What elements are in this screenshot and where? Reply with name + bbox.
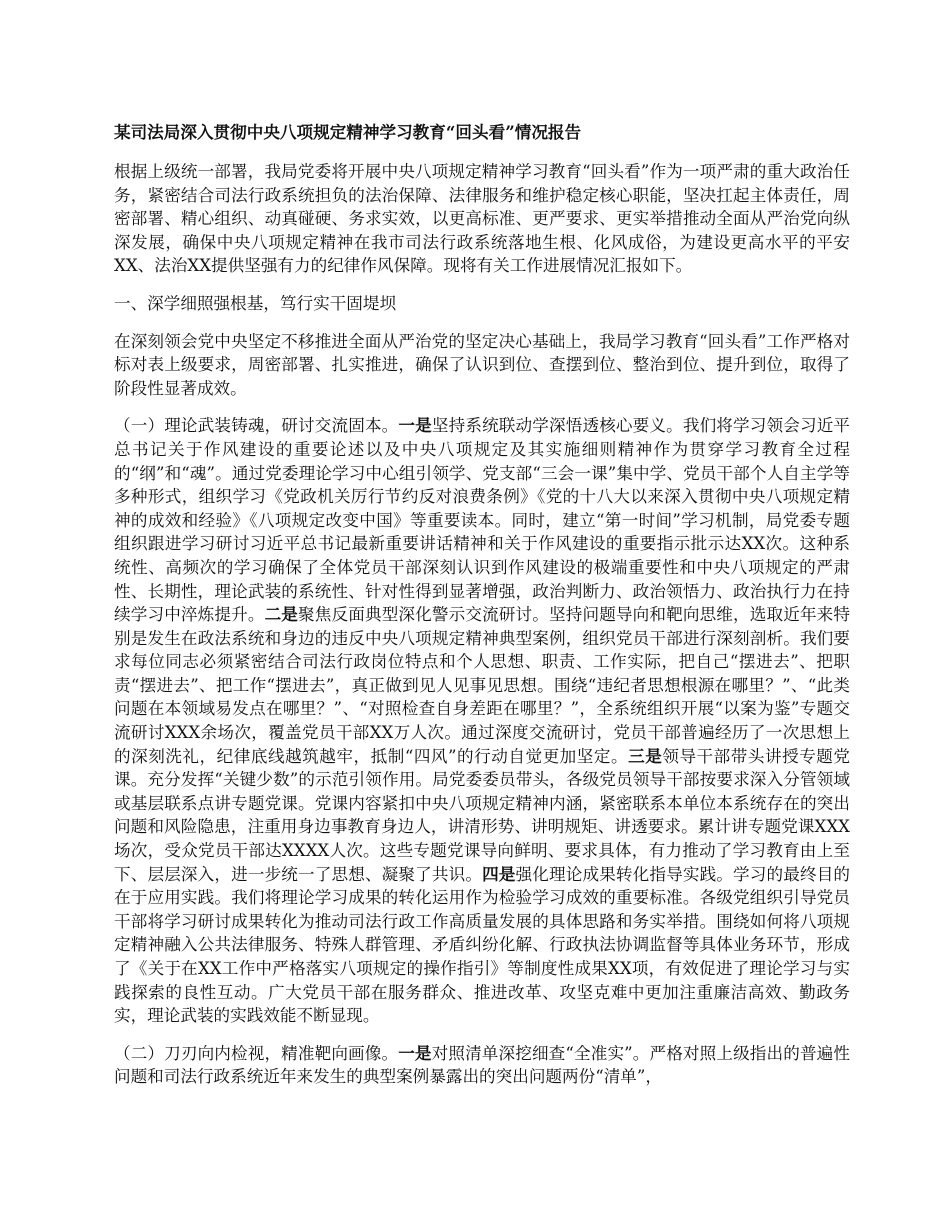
section-intro-paragraph: 在深刻领会党中央坚定不移推进全面从严治党的坚定决心基础上，我局学习教育“回头看”工作严格对标对表上级要求，周密部署、扎实推进，确保了认识到位、查摆到位、整治到位、提升到位，取得了阶段性显著成效。 — [114, 331, 850, 398]
point-text: 对照清单深挖细查“全准实”。严格对照上级指出的普遍性问题和司法行政系统近年来发生的典型案例暴露出的突出问题两份“清单”， — [114, 1043, 850, 1087]
point-text: 聚焦反面典型深化警示交流研讨。坚持问题导向和靶向思维，选取近年来特别是发生在政法系统和身边的违反中央八项规定精神典型案例，组织党员干部进行深刻剖析。我们要求每位同志必须紧密结合司法行政岗位特点和个人思想、职责、工作实际，把自己“摆进去”、把职责“摆进去”、把工作“摆进去”，真正做到见人见事见思想。围绕“违纪者思想根源在哪里？”、“此类问题在本领域易发点在哪里？”、“对照检查自身差距在哪里？”，全系统组织开展“以案为鉴”专题交流研讨XXX余场次，覆盖党员干部XX万人次。通过深度交流研讨，党员干部普遍经历了一次思想上的深刻洗礼，纪律底线越筑越牢，抵制“四风”的行动自觉更加坚定。 — [114, 605, 851, 766]
section-heading: 一、深学细照强根基，笃行实干固堤坝 — [114, 293, 397, 313]
point-text: 强化理论成果转化指导实践。学习的最终目的在于应用实践。我们将理论学习成果的转化运用作为检验学习成效的重要标准。各级党组织引导党员干部将学习研讨成果转化为推动司法行政工作高质量发展的具体思路和务实举措。围绕如何将八项规定精神融入公共法律服务、特殊人群管理、矛盾纠纷化解、行政执法协调监督等具体业务环节，形成了《关于在XX工作中严格落实八项规定的操作指引》等制度性成果XX项，有效促进了理论学习与实践探索的良性互动。广大党员干部在服务群众、推进改革、攻坚克难中更加注重廉洁高效、勤政务实，理论武装的实践效能不断显现。 — [114, 864, 851, 1026]
point-label: 三是 — [628, 745, 663, 766]
subsection-2-paragraph — [114, 1042, 850, 1089]
document-title: 某司法局深入贯彻中央八项规定精神学习教育“回头看”情况报告 — [114, 122, 582, 142]
point-label: 二是 — [264, 604, 299, 625]
point-label: 一是 — [398, 1042, 432, 1063]
subsection-1-lead: （一）理论武装铸魂，研讨交流固本。 — [114, 416, 399, 436]
intro-paragraph: 根据上级统一部署，我局党委将开展中央八项规定精神学习教育“回头看”作为一项严肃的重大政治任务，紧密结合司法行政系统担负的法治保障、法律服务和维护稳定核心职能，坚决扛起主体责任，周密部署、精心组织、动真碰硬、务求实效，以更高标准、更严要求、更实举措推动全面从严治党向纵深发展，确保中央八项规定精神在我市司法行政系统落地生根、化风成俗，为建设更高水平的平安XX、法治XX提供坚强有力的纪律作风保障。现将有关工作进展情况汇报如下。 — [114, 162, 850, 276]
point-text: 领导干部带头讲授专题党课。充分发挥“关键少数”的示范引领作用。局党委委员带头，各级党员领导干部按要求深入分管领域或基层联系点讲专题党课。党课内容紧扣中央八项规定精神内涵，紧密联系本单位本系统存在的突出问题和风险隐患，注重用身边事教育身边人，讲清形势、讲明规矩、讲透要求。累计讲专题党课XXX场次，受众党员干部达XXXX人次。这些专题党课导向鲜明、要求具体，有力推动了学习教育由上至下、层层深入，进一步统一了思想、凝聚了共识。 — [114, 746, 851, 884]
document-page — [114, 120, 850, 1103]
point-label: 一是 — [398, 415, 432, 436]
subsection-2-lead: （二）刀刃向内检视，精准靶向画像。 — [114, 1043, 399, 1063]
point-text: 坚持系统联动学深悟透核心要义。我们将学习领会习近平总书记关于作风建设的重要论述以及中央八项规定及其实施细则精神作为贯穿学习教育全过程的“纲”和“魂”。通过党委理论学习中心组引领学、党支部“三会一课”集中学、党员干部个人自主学等多种形式，组织学习《党政机关厉行节约反对浪费条例》《党的十八大以来深入贯彻中央八项规定精神的成效和经验》《八项规定改变中国》等重要读本。同时，建立“第一时间”学习机制，局党委专题组织跟进学习研讨习近平总书记最新重要讲话精神和关于作风建设的重要指示批示达XX次。这种系统性、高频次的学习确保了全体党员干部深刻认识到作风建设的极端重要性和中央八项规定的严肃性、长期性，理论武装的系统性、针对性得到显著增强，政治判断力、政治领悟力、政治执行力在持续学习中淬炼提升。 — [114, 416, 851, 625]
point-label: 四是 — [482, 863, 516, 884]
subsection-1-paragraph — [114, 414, 850, 1027]
